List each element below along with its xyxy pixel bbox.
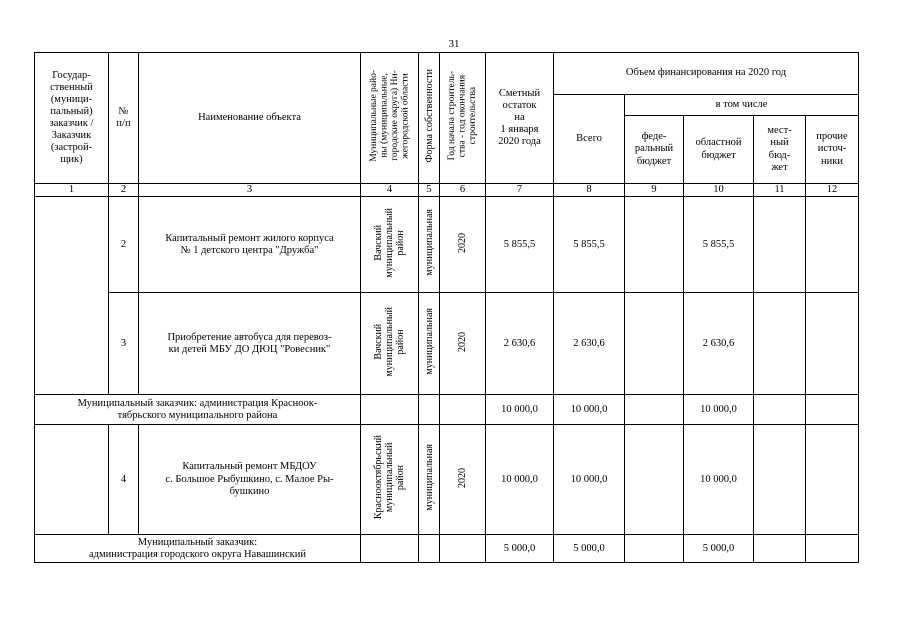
empty-cell	[419, 535, 440, 563]
empty-cell	[440, 395, 486, 425]
subtotal-regional: 5 000,0	[684, 535, 754, 563]
header-local: мест- ный бюд- жет	[754, 116, 806, 184]
row-index: 4	[109, 425, 139, 535]
empty-cell	[361, 395, 419, 425]
table-row	[35, 293, 859, 395]
header-regional: областной бюджет	[684, 116, 754, 184]
year-label: 2020	[457, 232, 468, 253]
empty-cell	[625, 395, 684, 425]
column-number: 8	[554, 184, 625, 197]
header-municipality: Муниципальные райо- ны (муниципальные, городские округа) Ни- жегородской области	[368, 70, 410, 162]
empty-cell	[440, 535, 486, 563]
object-name: Капитальный ремонт МБДОУ с. Большое Рыбушкино, с. Малое Ры- бушкино	[139, 425, 361, 535]
column-number: 12	[806, 184, 859, 197]
municipality-label: Вачский муниципальный район	[373, 306, 406, 377]
year-cell	[440, 425, 486, 535]
header-ownership-cell	[419, 53, 440, 184]
empty-cell	[419, 395, 440, 425]
header-years-cell	[440, 53, 486, 184]
subtotal-remaining: 10 000,0	[486, 395, 554, 425]
header-index: № п/п	[109, 53, 139, 184]
local-value	[754, 197, 806, 293]
subtotal-row	[35, 395, 859, 425]
header-funding: Объем финансирования на 2020 год	[554, 53, 859, 95]
total-value: 10 000,0	[554, 425, 625, 535]
other-value	[806, 425, 859, 535]
subtotal-total: 5 000,0	[554, 535, 625, 563]
subtotal-label: Муниципальный заказчик: администрация городского округа Навашинский	[35, 535, 361, 563]
empty-cell	[625, 535, 684, 563]
column-number: 5	[419, 184, 440, 197]
object-name: Приобретение автобуса для перевоз- ки детей МБУ ДО ДЮЦ "Ровесник"	[139, 293, 361, 395]
ownership-label: муниципальная	[423, 444, 435, 511]
other-value	[806, 197, 859, 293]
empty-cell	[754, 535, 806, 563]
column-number: 4	[361, 184, 419, 197]
local-value	[754, 293, 806, 395]
column-number: 10	[684, 184, 754, 197]
header-total: Всего	[554, 95, 625, 184]
regional-value: 2 630,6	[684, 293, 754, 395]
year-label: 2020	[457, 467, 468, 488]
municipality-cell	[361, 425, 419, 535]
header-remaining: Сметный остаток на 1 января 2020 года	[486, 53, 554, 184]
remaining-value: 5 855,5	[486, 197, 554, 293]
column-number: 1	[35, 184, 109, 197]
subtotal-row	[35, 535, 859, 563]
regional-value: 5 855,5	[684, 197, 754, 293]
header-customer: Государ- ственный (муници- пальный) заказчик / Заказчик (застрой- щик)	[35, 53, 109, 184]
header-including: в том числе	[625, 95, 859, 116]
object-name: Капитальный ремонт жилого корпуса № 1 детского центра "Дружба"	[139, 197, 361, 293]
total-value: 2 630,6	[554, 293, 625, 395]
header-municipality-cell	[361, 53, 419, 184]
year-cell	[440, 293, 486, 395]
year-cell	[440, 197, 486, 293]
column-number: 6	[440, 184, 486, 197]
regional-value: 10 000,0	[684, 425, 754, 535]
page-number: 31	[448, 38, 460, 50]
customer-cell-empty	[35, 425, 109, 535]
municipality-label: Вачский муниципальный район	[373, 207, 406, 278]
row-index: 3	[109, 293, 139, 395]
local-value	[754, 425, 806, 535]
column-number: 7	[486, 184, 554, 197]
header-federal: феде- ральный бюджет	[625, 116, 684, 184]
empty-cell	[806, 535, 859, 563]
subtotal-total: 10 000,0	[554, 395, 625, 425]
ownership-cell	[419, 425, 440, 535]
federal-value	[625, 425, 684, 535]
customer-cell-empty	[35, 197, 109, 395]
header-years: Год начала строитель- ства - год окончания строительства	[446, 71, 478, 161]
table-row	[35, 197, 859, 293]
subtotal-remaining: 5 000,0	[486, 535, 554, 563]
column-number: 2	[109, 184, 139, 197]
municipality-label: Краснооктябрьский муниципальный район	[373, 435, 406, 520]
header-ownership: Форма собственности	[423, 69, 435, 163]
column-number: 11	[754, 184, 806, 197]
federal-value	[625, 293, 684, 395]
row-index: 2	[109, 197, 139, 293]
federal-value	[625, 197, 684, 293]
ownership-label: муниципальная	[423, 209, 435, 276]
column-numbers-row	[35, 184, 859, 197]
header-other: прочие источ- ники	[806, 116, 859, 184]
municipality-cell	[361, 197, 419, 293]
empty-cell	[754, 395, 806, 425]
ownership-cell	[419, 293, 440, 395]
ownership-label: муниципальная	[423, 308, 435, 375]
empty-cell	[806, 395, 859, 425]
header-object-name: Наименование объекта	[139, 53, 361, 184]
subtotal-regional: 10 000,0	[684, 395, 754, 425]
remaining-value: 10 000,0	[486, 425, 554, 535]
funding-table	[34, 52, 859, 563]
remaining-value: 2 630,6	[486, 293, 554, 395]
total-value: 5 855,5	[554, 197, 625, 293]
empty-cell	[361, 535, 419, 563]
ownership-cell	[419, 197, 440, 293]
column-number: 9	[625, 184, 684, 197]
municipality-cell	[361, 293, 419, 395]
subtotal-label: Муниципальный заказчик: администрация Красноок- тябрьского муниципального района	[35, 395, 361, 425]
column-number: 3	[139, 184, 361, 197]
other-value	[806, 293, 859, 395]
table-row	[35, 425, 859, 535]
year-label: 2020	[457, 331, 468, 352]
